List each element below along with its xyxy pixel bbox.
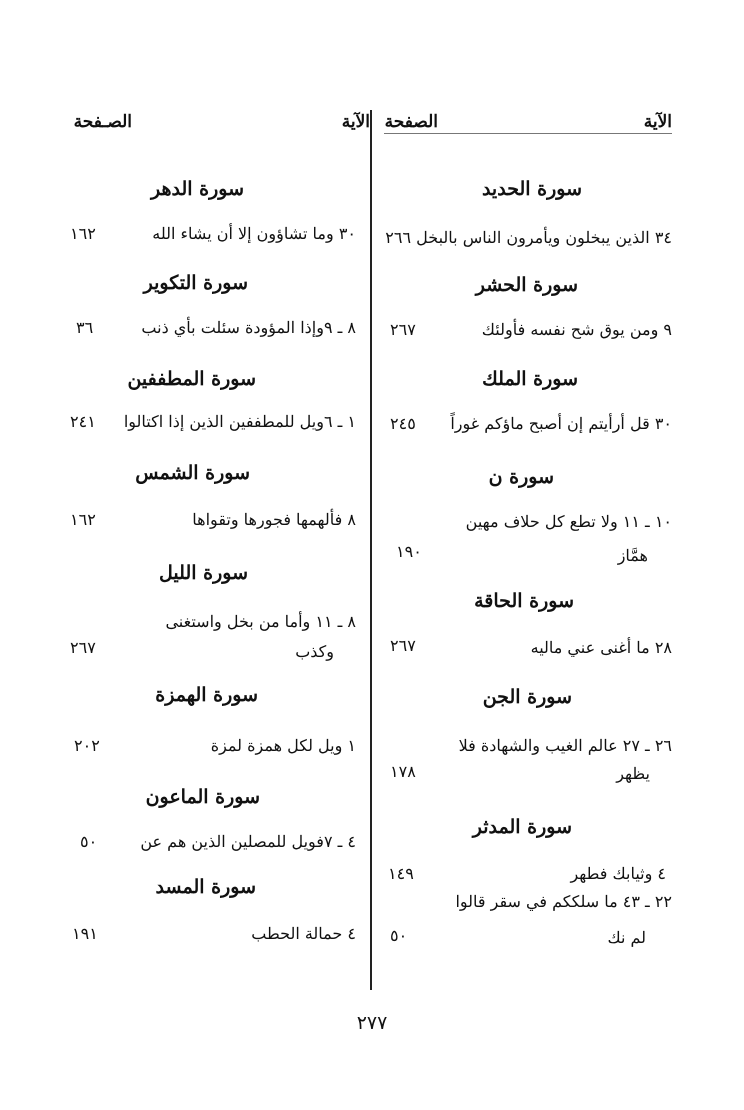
header-left-verse: الآية xyxy=(341,112,370,132)
header-right-page: الصفحة xyxy=(384,112,438,132)
surah-heading: سورة الدهر xyxy=(150,178,244,200)
surah-heading: سورة ن xyxy=(488,466,554,488)
verse-entry: ١٠ ـ ١١ ولا تطع كل حلاف مهين xyxy=(465,512,672,531)
verse-continuation: لم نك xyxy=(607,928,646,947)
surah-heading: سورة الجن xyxy=(482,686,572,708)
page-number: ٥٠ xyxy=(80,832,98,851)
verse-entry: ٢٨ ما أغنى عني ماليه xyxy=(530,638,672,657)
page-number: ٢٦٧ xyxy=(70,638,96,657)
surah-heading: سورة الملك xyxy=(482,368,578,390)
verse-entry: ٢٦ ـ ٢٧ عالم الغيب والشهادة فلا xyxy=(458,736,672,755)
header-underline xyxy=(384,133,672,134)
footer-page-number: ٢٧٧ xyxy=(356,1012,388,1034)
surah-heading: سورة التكوير xyxy=(143,272,248,294)
column-divider xyxy=(370,110,372,990)
page-number: ٢٤١ xyxy=(70,412,96,431)
surah-heading: سورة الليل xyxy=(159,562,248,584)
surah-heading: سورة الشمس xyxy=(135,462,250,484)
verse-continuation: همَّاز xyxy=(617,546,648,565)
verse-entry: ١ ـ ٦ويل للمطففين الذين إذا اكتالوا xyxy=(123,412,356,431)
page-number: ٢٦٧ xyxy=(390,636,416,655)
surah-heading: سورة الحشر xyxy=(475,274,578,296)
surah-heading: سورة الماعون xyxy=(145,786,260,808)
page-number: ١٩٠ xyxy=(396,542,422,561)
page-number: ٣٦ xyxy=(76,318,94,337)
verse-entry: ٤ حمالة الحطب xyxy=(251,924,356,943)
verse-entry: ٤ ـ ٧فويل للمصلين الذين هم عن xyxy=(140,832,356,851)
verse-entry: ٣٠ وما تشاؤون إلا أن يشاء الله xyxy=(152,224,356,243)
verse-entry: ٤ وثيابك فطهر xyxy=(570,864,666,883)
verse-continuation: وكذب xyxy=(295,642,334,661)
page-number: ٢٦٧ xyxy=(390,320,416,339)
verse-continuation: يظهر xyxy=(616,764,650,783)
header-right-verse: الآية xyxy=(643,112,672,132)
page-number: ١٤٩ xyxy=(388,864,414,883)
surah-heading: سورة الحاقة xyxy=(474,590,574,612)
page-number: ١٩١ xyxy=(72,924,98,943)
verse-entry: ٨ ـ ٩وإذا المؤودة سئلت بأي ذنب xyxy=(141,318,356,337)
verse-entry: ٣٤ الذين يبخلون ويأمرون الناس بالبخل ٢٦٦ xyxy=(385,228,672,247)
page-number: ١٧٨ xyxy=(390,762,416,781)
verse-entry: ٣٠ قل أرأيتم إن أصبح ماؤكم غوراً xyxy=(450,414,672,433)
surah-heading: سورة المسد xyxy=(155,876,256,898)
verse-entry: ٢٢ ـ ٤٣ ما سلككم في سقر قالوا xyxy=(455,892,672,911)
page-number: ١٦٢ xyxy=(70,224,96,243)
surah-heading: سورة الهمزة xyxy=(155,684,258,706)
verse-entry: ٨ فألهمها فجورها وتقواها xyxy=(192,510,356,529)
verse-entry: ٩ ومن يوق شح نفسه فأولئك xyxy=(481,320,672,339)
page-number: ٥٠ xyxy=(390,926,408,945)
page-number: ٢٠٢ xyxy=(74,736,100,755)
surah-heading: سورة المطففين xyxy=(127,368,256,390)
page-number: ١٦٢ xyxy=(70,510,96,529)
page-number: ٢٤٥ xyxy=(390,414,416,433)
header-left-page: الصـفحة xyxy=(73,112,132,132)
surah-heading: سورة المدثر xyxy=(472,816,572,838)
verse-entry: ٨ ـ ١١ وأما من بخل واستغنى xyxy=(165,612,356,631)
surah-heading: سورة الحديد xyxy=(481,178,582,200)
verse-entry: ١ ويل لكل همزة لمزة xyxy=(210,736,356,755)
